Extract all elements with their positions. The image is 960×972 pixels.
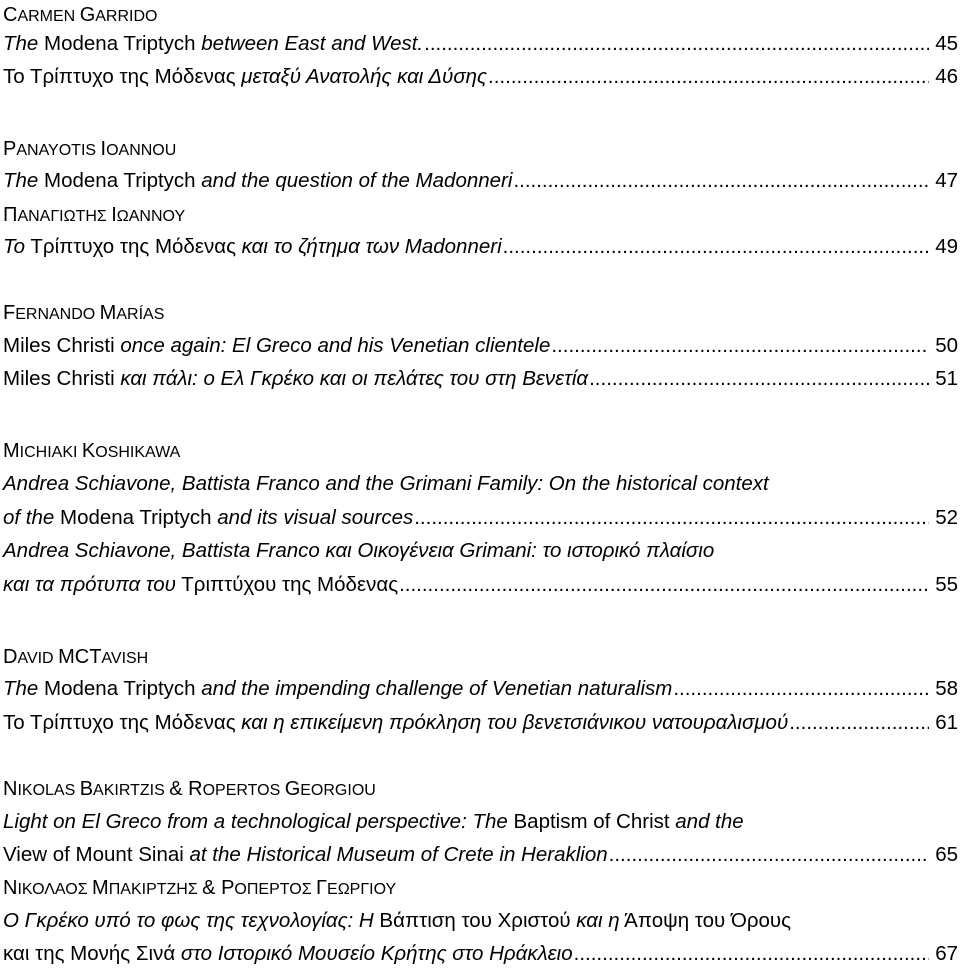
- dot-leader: [672, 674, 929, 704]
- entry-title: [3, 29, 423, 59]
- author-name-part: Ρ: [221, 877, 235, 899]
- text-run: Το Τρίπτυχο της Μόδενας: [3, 65, 242, 88]
- toc-entry[interactable]: [3, 62, 958, 92]
- author-name-part: Π: [3, 204, 18, 226]
- italic-run: μεταξύ Ανατολής και Δύσης: [241, 65, 488, 88]
- dot-leader: [423, 29, 929, 59]
- dot-leader: [550, 331, 929, 361]
- italic-run: and its visual sources: [217, 506, 414, 529]
- entry-title-line[interactable]: [3, 906, 958, 936]
- dot-leader: [413, 503, 929, 533]
- entry-title: [3, 62, 487, 92]
- author-name-part: ΙΚΟΛΑΟΣ: [17, 881, 93, 898]
- page-number: 55: [935, 573, 958, 596]
- text-run: Miles Christi: [3, 367, 121, 390]
- page-number: 52: [935, 506, 958, 529]
- author-name-part: OSHIKAWA: [95, 444, 181, 461]
- page-number: 47: [935, 169, 958, 192]
- author-name-part: AKIRTZIS: [93, 782, 170, 799]
- text-run: Τριπτύχου της Μόδενας: [175, 573, 399, 596]
- italic-run: The: [3, 169, 39, 192]
- page-number: 65: [935, 843, 958, 866]
- author-name-part: IKOLAS: [17, 782, 80, 799]
- italic-run: Το: [3, 235, 26, 258]
- author-name-part: ICHIAKI: [19, 444, 82, 461]
- author-name-part: ARRIDO: [95, 8, 158, 25]
- page-number: 67: [935, 942, 958, 965]
- page-number: 61: [935, 711, 958, 734]
- entry-title: [3, 503, 413, 533]
- author-name-part: Γ: [316, 877, 328, 899]
- entry-title: [3, 232, 502, 262]
- author-name-part: &: [202, 877, 222, 899]
- author-name: [3, 298, 958, 328]
- text-run: View of Mount Sinai: [3, 843, 190, 866]
- dot-leader: [487, 62, 929, 92]
- author-name-part: R: [188, 778, 203, 800]
- italic-run: και η: [576, 909, 620, 932]
- page-number: 46: [935, 65, 958, 88]
- entry-title: [3, 331, 550, 361]
- author-name-part: M: [99, 302, 117, 324]
- entry-title: [3, 708, 788, 738]
- author-name-part: D: [3, 646, 18, 668]
- italic-run: between East and West.: [201, 32, 424, 55]
- toc-entry[interactable]: [3, 570, 958, 600]
- italic-run: and the impending challenge of Venetian naturalism: [201, 677, 673, 700]
- author-name: [3, 873, 958, 903]
- author-name-part: Μ: [92, 877, 109, 899]
- toc-entry[interactable]: [3, 232, 958, 262]
- page-number: 51: [935, 367, 958, 390]
- author-name-part: AVISH: [101, 650, 149, 667]
- italic-run: και το ζήτημα των Madonneri: [241, 235, 502, 258]
- author-name: [3, 0, 958, 30]
- author-name: [3, 774, 958, 804]
- author-name-part: ΩΑΝΝΟΥ: [116, 208, 186, 225]
- author-name-part: ΠΑΚΙΡΤΖΗΣ: [108, 881, 203, 898]
- italic-run: The: [3, 32, 39, 55]
- italic-run: και πάλι: ο Ελ Γκρέκο και οι πελάτες του στη Βενετία: [120, 367, 589, 390]
- italic-run: στο Ιστορικό Μουσείο Κρήτης στο Ηράκλειο: [180, 942, 573, 965]
- entry-title: [3, 939, 573, 969]
- text-run: Baptism of Christ: [507, 810, 676, 833]
- toc-entry[interactable]: [3, 503, 958, 533]
- page-number: 58: [935, 677, 958, 700]
- author-name-part: EORGIOU: [300, 782, 376, 799]
- page-number: 50: [935, 334, 958, 357]
- italic-run: Andrea Schiavone, Battista Franco και Οικογένεια Grimani: το ιστορικό πλαίσιο: [3, 539, 715, 562]
- dot-leader: [588, 364, 929, 394]
- author-name-part: ERNANDO: [15, 306, 100, 323]
- dot-leader: [608, 840, 930, 870]
- author-name-part: I: [100, 138, 107, 160]
- toc-entry[interactable]: [3, 939, 958, 969]
- author-name-part: OPERTOS: [202, 782, 285, 799]
- entry-title: [3, 674, 672, 704]
- dot-leader: [512, 166, 929, 196]
- author-name: [3, 200, 958, 230]
- italic-run: Andrea Schiavone, Battista Franco and the Grimani Family: On the historical context: [3, 472, 769, 495]
- text-run: Modena Triptych: [38, 169, 202, 192]
- italic-run: Ο Γκρέκο υπό το φως της τεχνολογίας: Η: [3, 909, 374, 932]
- text-run: Miles Christi: [3, 334, 121, 357]
- dot-leader: [502, 232, 930, 262]
- page-number: 45: [935, 32, 958, 55]
- entry-title-line[interactable]: [3, 807, 958, 837]
- author-name-part: M: [58, 646, 75, 668]
- toc-entry[interactable]: [3, 29, 958, 59]
- author-name-part: B: [79, 778, 94, 800]
- author-name-part: ΑΝΑΓΙΩΤΗΣ: [17, 208, 112, 225]
- text-run: Modena Triptych: [38, 677, 202, 700]
- author-name-part: F: [3, 302, 16, 324]
- author-name-part: ΟΠΕΡΤΟΣ: [234, 881, 317, 898]
- author-name-part: C: [3, 4, 18, 26]
- author-name-part: ARÍAS: [116, 306, 165, 323]
- entry-title: [3, 166, 512, 196]
- author-name-part: ΕΩΡΓΙΟΥ: [327, 881, 397, 898]
- entry-title-line[interactable]: [3, 536, 958, 566]
- toc-entry[interactable]: [3, 674, 958, 704]
- toc-entry[interactable]: [3, 331, 958, 361]
- text-run: και της Μονής Σινά: [3, 942, 181, 965]
- entry-title: [3, 364, 588, 394]
- author-name-part: K: [81, 440, 96, 462]
- author-name-part: T: [89, 646, 102, 668]
- italic-run: and the question of the Madonneri: [201, 169, 513, 192]
- author-name: [3, 642, 958, 672]
- dot-leader: [788, 708, 929, 738]
- author-name-part: AVID: [17, 650, 59, 667]
- text-run: Βάπτιση του Χριστού: [373, 909, 577, 932]
- table-of-contents: [3, 0, 958, 972]
- italic-run: and the: [675, 810, 744, 833]
- toc-entry[interactable]: [3, 708, 958, 738]
- entry-title: [3, 570, 398, 600]
- italic-run: και η επικείμενη πρόκληση του βενετσιάνικου νατουραλισμού: [241, 711, 789, 734]
- italic-run: The: [3, 677, 39, 700]
- dot-leader: [573, 939, 930, 969]
- italic-run: of the: [3, 506, 55, 529]
- text-run: Modena Triptych: [54, 506, 218, 529]
- italic-run: once again: El Greco and his Venetian clientele: [120, 334, 551, 357]
- author-name-part: N: [3, 778, 18, 800]
- italic-run: at the Historical Museum of Crete in Heraklion: [189, 843, 608, 866]
- toc-entry[interactable]: [3, 364, 958, 394]
- author-name-part: M: [3, 440, 20, 462]
- author-name-part: OANNOU: [106, 142, 177, 159]
- dot-leader: [398, 570, 929, 600]
- author-name-part: &: [169, 778, 189, 800]
- entry-title: [3, 840, 608, 870]
- text-run: Modena Triptych: [38, 32, 202, 55]
- author-name-part: ANAYOTIS: [16, 142, 101, 159]
- toc-entry[interactable]: [3, 166, 958, 196]
- author-name: [3, 134, 958, 164]
- author-name-part: Ν: [3, 877, 18, 899]
- author-name-part: G: [284, 778, 301, 800]
- text-run: Άποψη του Όρους: [619, 909, 791, 932]
- author-name: [3, 436, 958, 466]
- italic-run: και τα πρότυπα του: [3, 573, 176, 596]
- author-name-part: Ι: [111, 204, 117, 226]
- italic-run: Light on El Greco from a technological perspective: The: [3, 810, 508, 833]
- author-name-part: ARMEN: [17, 8, 80, 25]
- text-run: Τρίπτυχο της Μόδενας: [25, 235, 242, 258]
- text-run: Το Τρίπτυχο της Μόδενας: [3, 711, 242, 734]
- author-name-part: G: [79, 4, 96, 26]
- page-number: 49: [935, 235, 958, 258]
- entry-title-line[interactable]: [3, 469, 958, 499]
- toc-entry[interactable]: [3, 840, 958, 870]
- author-name-part: P: [3, 138, 17, 160]
- author-name-part: C: [74, 646, 90, 668]
